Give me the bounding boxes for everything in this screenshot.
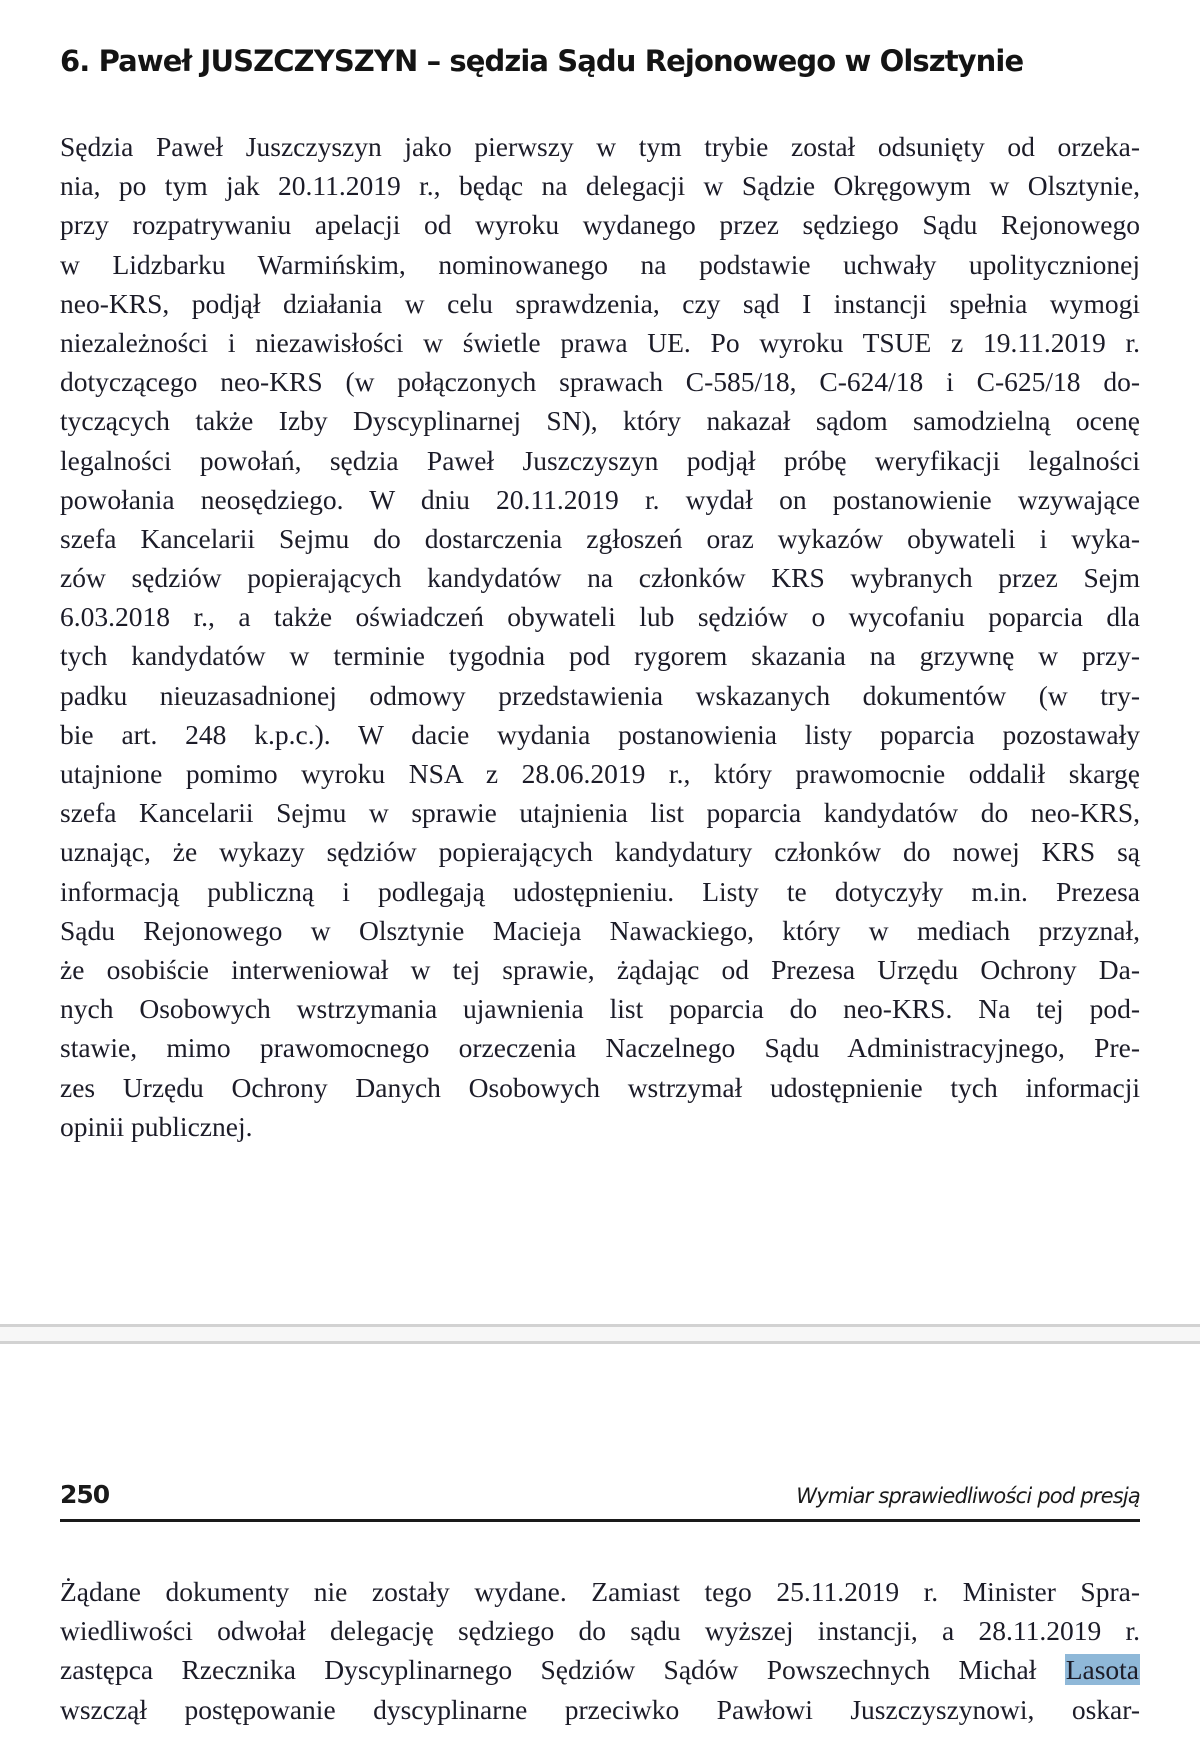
text-line: utajnione pomimo wyroku NSA z 28.06.2019 r., który prawomocnie oddalił skargę bbox=[60, 758, 1140, 789]
text-line: legalności powołań, sędzia Paweł Juszczyszyn podjął próbę weryfikacji legalności bbox=[60, 444, 1140, 476]
text-line: informacją publiczną i podlegają udostępnieniu. Listy te dotyczyły m.in. Prezesa bbox=[60, 875, 1140, 907]
text-line: niezależności i niezawisłości w świetle prawa UE. Po wyroku TSUE z 19.11.2019 r. bbox=[60, 326, 1140, 358]
text-line: bie art. 248 k.p.c.). W dacie wydania postanowienia listy poparcia pozostawały bbox=[60, 718, 1140, 750]
text-line: zów sędziów popierających kandydatów na członków KRS wybranych przez Sejm bbox=[60, 562, 1140, 594]
running-header bbox=[60, 1478, 1140, 1522]
text-line: 6.03.2018 r., a także oświadczeń obywateli lub sędziów o wycofaniu poparcia dla bbox=[60, 601, 1140, 633]
text-line: przy rozpatrywaniu apelacji od wyroku wydanego przez sędziego Sądu Rejonowego bbox=[60, 209, 1140, 241]
text-line: wiedliwości odwołał delegację sędziego do sądu wyższej instancji, a 28.11.2019 r. bbox=[60, 1615, 1140, 1647]
section-heading: 6. Paweł JUSZCZYSZYN – sędzia Sądu Rejonowego w Olsztynie bbox=[60, 44, 1024, 78]
text-line: padku nieuzasadnionej odmowy przedstawienia wskazanych dokumentów (w try- bbox=[60, 679, 1140, 711]
text-line: szefa Kancelarii Sejmu do dostarczenia zgłoszeń oraz wykazów obywateli i wyka- bbox=[60, 522, 1140, 554]
page-number: 250 bbox=[60, 1480, 110, 1509]
text-line: w Lidzbarku Warmińskim, nominowanego na podstawie uchwały upolitycznionej bbox=[60, 248, 1140, 280]
text-line: nia, po tym jak 20.11.2019 r., będąc na delegacji w Sądzie Okręgowym w Olsztynie, bbox=[60, 170, 1140, 202]
paragraph-main bbox=[60, 127, 1140, 1146]
text-line: wszczął postępowanie dyscyplinarne przeciwko Pawłowi Juszczyszynowi, oskar- bbox=[60, 1693, 1140, 1725]
text-line: opinii publicznej. bbox=[60, 1110, 253, 1142]
page-separator bbox=[0, 1324, 1200, 1344]
text-line: Sędzia Paweł Juszczyszyn jako pierwszy w tym trybie został odsunięty od orzeka- bbox=[60, 131, 1140, 162]
text-line: neo-KRS, podjął działania w celu sprawdzenia, czy sąd I instancji spełnia wymogi bbox=[60, 287, 1140, 319]
text-line: uznając, że wykazy sędziów popierających kandydatury członków do nowej KRS są bbox=[60, 836, 1140, 868]
text-line: szefa Kancelarii Sejmu w sprawie utajnienia list poparcia kandydatów do neo-KRS, bbox=[60, 797, 1140, 829]
text-line: zes Urzędu Ochrony Danych Osobowych wstrzymał udostępnienie tych informacji bbox=[60, 1071, 1140, 1103]
text-line: tych kandydatów w terminie tygodnia pod rygorem skazania na grzywnę w przy- bbox=[60, 640, 1140, 672]
paragraph-continuation bbox=[60, 1572, 1140, 1729]
text-line: że osobiście interweniował w tej sprawie, żądając od Prezesa Urzędu Ochrony Da- bbox=[60, 953, 1140, 985]
text-segment: zastępca Rzecznika Dyscyplinarnego Sędziów Sądów Powszechnych Michał bbox=[60, 1654, 1065, 1686]
text-line: Sądu Rejonowego w Olsztynie Macieja Nawackiego, który w mediach przyznał, bbox=[60, 914, 1140, 946]
running-title: Wymiar sprawiedliwości pod presją bbox=[796, 1484, 1140, 1508]
text-line: tyczących także Izby Dyscyplinarnej SN), który nakazał sądom samodzielną ocenę bbox=[60, 405, 1140, 437]
text-line: dotyczącego neo-KRS (w połączonych sprawach C-585/18, C-624/18 i C-625/18 do- bbox=[60, 366, 1140, 398]
text-line: Żądane dokumenty nie zostały wydane. Zamiast tego 25.11.2019 r. Minister Spra- bbox=[60, 1576, 1140, 1607]
text-line: powołania neosędziego. W dniu 20.11.2019 r. wydał on postanowienie wzywające bbox=[60, 483, 1140, 515]
selected-text-highlight[interactable]: Lasota bbox=[1065, 1654, 1139, 1686]
text-line: stawie, mimo prawomocnego orzeczenia Naczelnego Sądu Administracyjnego, Pre- bbox=[60, 1032, 1140, 1064]
text-line-with-selection[interactable] bbox=[60, 1650, 1140, 1689]
text-line: nych Osobowych wstrzymania ujawnienia list poparcia do neo-KRS. Na tej pod- bbox=[60, 993, 1140, 1025]
